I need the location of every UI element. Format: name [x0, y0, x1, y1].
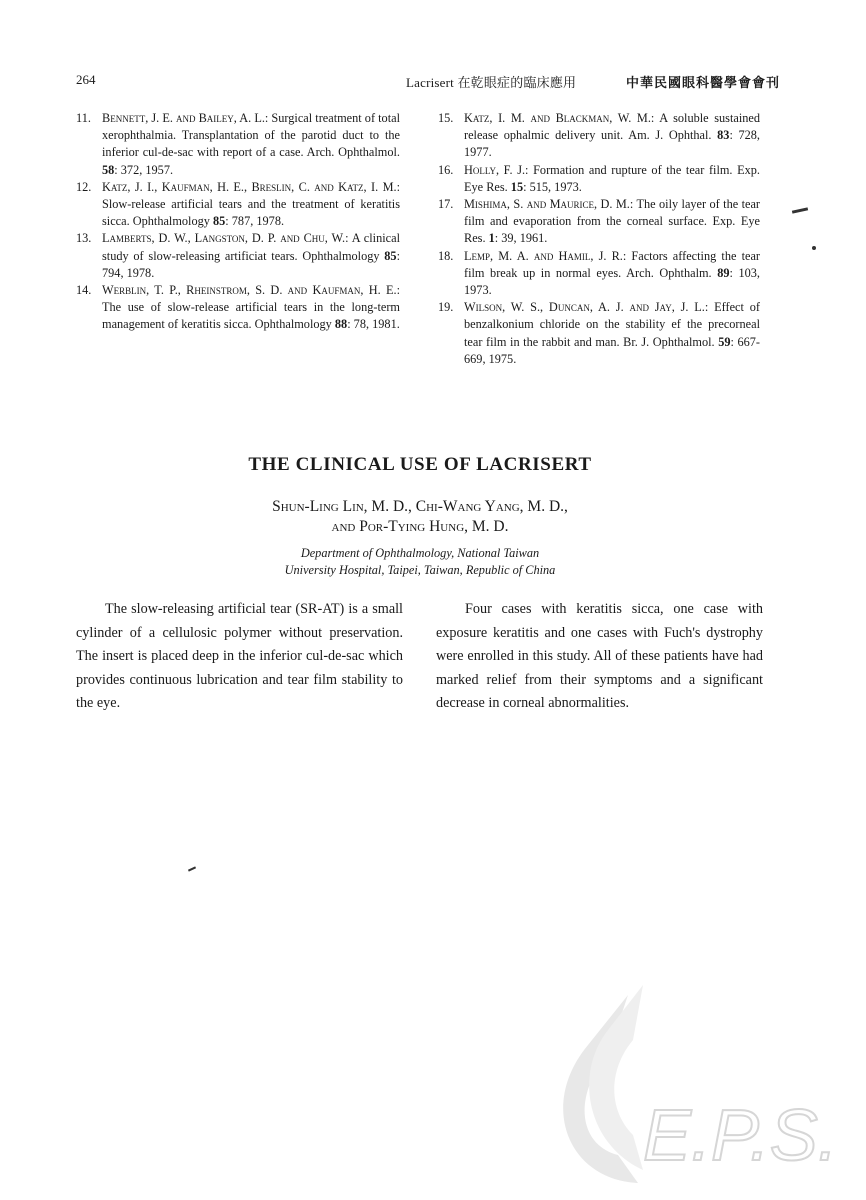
reference-item — [438, 162, 760, 196]
reference-authors: Mishima, S. and Maurice, D. M.: — [464, 197, 634, 212]
article-authors — [0, 497, 840, 537]
reference-item — [76, 230, 400, 282]
reference-volume: 85 — [213, 214, 226, 229]
reference-number: 16. — [438, 162, 454, 177]
reference-number: 14. — [76, 283, 92, 298]
scan-speck — [188, 866, 196, 871]
scan-speck — [792, 207, 808, 213]
reference-text: The use of slow-release artificial tears in the long-term management of keratitis sicca. Ophthalmology — [102, 300, 400, 332]
reference-authors: Wilson, W. S., Duncan, A. J. and Jay, J. L.: — [464, 300, 709, 315]
reference-pages: : 787, 1978. — [225, 214, 285, 229]
reference-authors: Lamberts, D. W., Langston, D. P. and Chu, W.: — [102, 231, 349, 246]
affiliation-line: Department of Ophthalmology, National Taiwan — [300, 546, 540, 560]
reference-authors: Lemp, M. A. and Hamil, J. R.: — [464, 248, 627, 263]
reference-item — [438, 196, 760, 248]
reference-number: 15. — [438, 111, 454, 125]
reference-item — [438, 299, 760, 368]
reference-text: Factors affecting the tear film break up in normal eyes. Arch. Ophthalm. — [464, 248, 760, 280]
reference-volume: 15 — [510, 179, 524, 194]
reference-pages: : 728, 1977. — [464, 128, 760, 160]
reference-pages: : 515, 1973. — [523, 179, 582, 194]
reference-volume: 58 — [102, 162, 115, 177]
reference-text: Slow-release artificial tears and the treatment of keratitis sicca. Ophthalmology — [102, 197, 400, 229]
reference-number: 11. — [76, 111, 91, 125]
reference-text: A clinical study of slow-releasing artificiat tears. Ophthalmology — [102, 231, 400, 263]
reference-volume: 89 — [717, 265, 730, 280]
references-column-right — [438, 110, 760, 368]
article-title: THE CLINICAL USE OF LACRISERT — [248, 454, 592, 475]
reference-text: A soluble sustained release ophalmic delivery unit. Am. J. Ophthal. — [464, 111, 760, 143]
reference-volume: 88 — [334, 317, 348, 332]
reference-authors: Katz, J. I., Kaufman, H. E., Breslin, C. and Katz, I. M.: — [102, 179, 400, 194]
affiliation — [0, 545, 840, 579]
reference-pages: : 103, 1973. — [464, 265, 761, 298]
reference-pages: : 667-669, 1975. — [464, 334, 761, 366]
authors-line: Shun-Ling Lin, M. D., Chi-Wang Yang, M. D., — [272, 498, 568, 515]
watermark-text: E.P.S. — [643, 1096, 838, 1176]
reference-text: Formation and rupture of the tear film. Exp. Eye Res. — [464, 162, 760, 194]
reference-item — [76, 110, 400, 179]
reference-number: 12. — [76, 179, 92, 194]
reference-number: 17. — [438, 197, 454, 212]
references-column-left — [76, 110, 400, 334]
journal-name: 中華民國眼科醫學會會刊 — [625, 75, 780, 90]
reference-authors: Holly, F. J.: — [464, 162, 529, 177]
reference-volume: 59 — [718, 334, 731, 349]
reference-volume: 83 — [717, 128, 730, 143]
reference-pages: : 39, 1961. — [494, 231, 548, 246]
reference-pages: : 794, 1978. — [102, 248, 400, 280]
abstract-paragraph: The slow-releasing artificial tear (SR-AT) is a small cylinder of a cellulosic polymer without preservation. The insert is placed deep in the inferior cul-de-sac which provides continuous lubrication and tear film stability to the eye. — [76, 601, 403, 711]
abstract-column-right — [436, 598, 763, 716]
reference-text: Effect of benzalkonium chloride on the stability ef the precorneal tear film in the rabbit and man. Br. J. Ophthalmol. — [464, 300, 760, 349]
reference-number: 18. — [438, 248, 454, 263]
reference-authors: Werblin, T. P., Rheinstrom, S. D. and Kaufman, H. E.: — [102, 283, 400, 298]
page-header — [76, 72, 780, 92]
reference-authors: Katz, I. M. and Blackman, W. M.: — [464, 111, 655, 125]
reference-item — [76, 282, 400, 334]
reference-item — [76, 179, 400, 231]
reference-item — [438, 248, 760, 300]
running-title: Lacrisert 在乾眼症的臨床應用 — [406, 75, 577, 90]
reference-number: 19. — [438, 300, 454, 315]
abstract-paragraph: Four cases with keratitis sicca, one case with exposure keratitis and one cases with Fuch's dystrophy were enrolled in this study. All of these patients have had marked relief from their symptoms and a significant decrease in corneal abnormalities. — [436, 601, 763, 711]
authors-line: and Por-Tying Hung, M. D. — [331, 518, 509, 535]
reference-volume: 1 — [488, 231, 495, 246]
reference-pages: : 78, 1981. — [347, 317, 400, 332]
reference-pages: : 372, 1957. — [114, 162, 174, 177]
reference-volume: 85 — [384, 248, 397, 263]
page-number: 264 — [76, 72, 96, 87]
abstract-column-left — [76, 598, 403, 716]
scan-speck — [812, 246, 816, 250]
eps-watermark-logo — [548, 985, 848, 1185]
affiliation-line: University Hospital, Taipei, Taiwan, Republic of China — [284, 563, 556, 577]
reference-number: 13. — [76, 231, 92, 246]
reference-item — [438, 110, 760, 162]
reference-text: Surgical treatment of total xerophthalmia. Transplantation of the parotid duct to the inferior cul-de-sac with report of a case. Arch. Ophthalmol. — [102, 111, 400, 160]
reference-text: The oily layer of the tear film and evaporation from the corneal surface. Exp. Eye Res. — [464, 197, 760, 246]
reference-authors: Bennett, J. E. and Bailey, A. L.: — [102, 111, 269, 125]
